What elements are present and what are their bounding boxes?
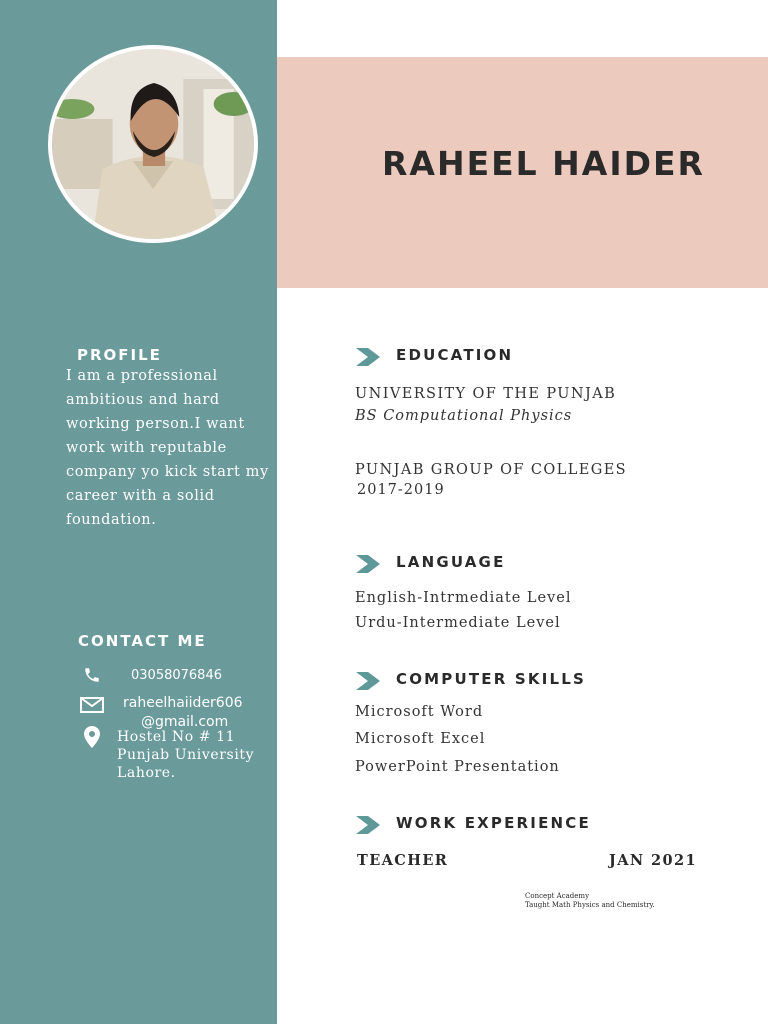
skill-item: PowerPoint Presentation: [355, 759, 560, 775]
language-heading: LANGUAGE: [396, 553, 506, 571]
email-line-2[interactable]: @gmail.com: [141, 714, 229, 730]
chevron-right-icon: [356, 672, 380, 690]
phone-icon: [83, 666, 101, 688]
skill-item: Microsoft Word: [355, 704, 484, 720]
profile-photo-frame: [48, 45, 258, 243]
chevron-right-icon: [356, 555, 380, 573]
language-item: Urdu-Intermediate Level: [355, 615, 561, 631]
profile-summary: I am a professional ambitious and hard working person.I want work with reputable company yo kick start my career with a solid foundation.: [66, 368, 269, 528]
profile-heading: PROFILE: [77, 346, 162, 364]
phone-number[interactable]: 03058076846: [131, 668, 222, 683]
contact-heading: CONTACT ME: [78, 632, 207, 650]
skill-item: Microsoft Excel: [355, 731, 486, 747]
job-description: Taught Math Physics and Chemistry.: [525, 901, 655, 909]
language-item: English-Intrmediate Level: [355, 590, 572, 606]
address-line: Punjab University: [117, 747, 255, 763]
location-pin-icon: [84, 726, 100, 752]
job-date: JAN 2021: [609, 852, 697, 869]
address: [117, 728, 254, 782]
work-experience-heading: WORK EXPERIENCE: [396, 814, 591, 832]
job-employer: Concept Academy: [525, 892, 590, 900]
education-heading: EDUCATION: [396, 346, 514, 364]
address-line: Lahore.: [117, 765, 176, 781]
chevron-right-icon: [356, 348, 380, 366]
education-school: PUNJAB GROUP OF COLLEGES: [355, 462, 628, 478]
education-degree: BS Computational Physics: [355, 408, 573, 424]
chevron-right-icon: [356, 816, 380, 834]
job-title: TEACHER: [357, 852, 449, 869]
profile-photo: [52, 49, 254, 239]
education-years: 2017-2019: [357, 482, 445, 498]
address-line: Hostel No # 11: [117, 729, 236, 745]
education-school: UNIVERSITY OF THE PUNJAB: [355, 386, 617, 402]
envelope-icon: [80, 697, 104, 717]
computer-skills-heading: COMPUTER SKILLS: [396, 670, 587, 688]
email-line-1[interactable]: raheelhaiider606: [123, 695, 243, 711]
candidate-name: RAHEEL HAIDER: [382, 144, 705, 183]
